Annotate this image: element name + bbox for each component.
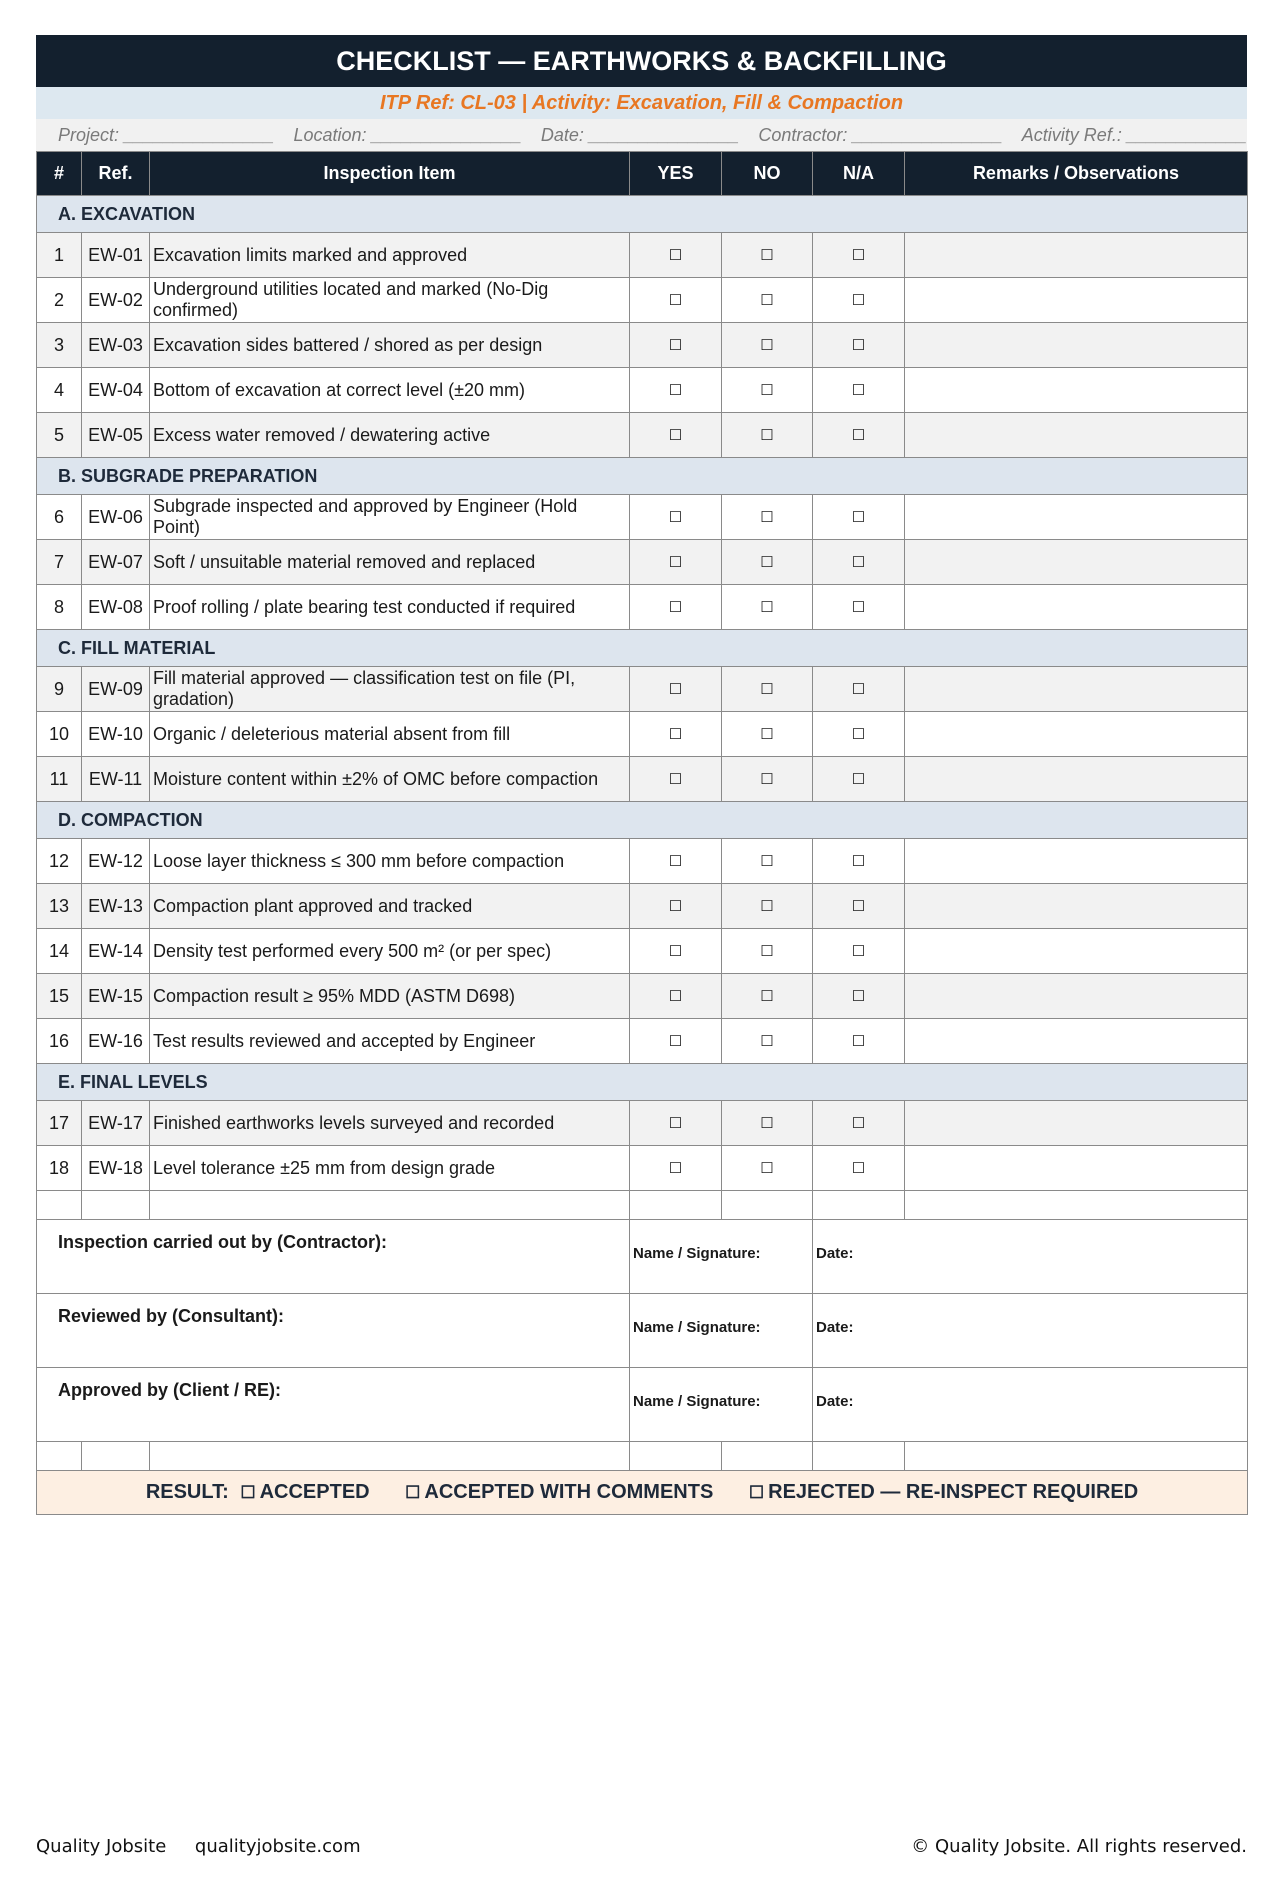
signoff-label: Inspection carried out by (Contractor):: [37, 1220, 630, 1294]
result-label: RESULT:: [145, 1481, 229, 1503]
table-row: [37, 413, 1248, 458]
yes-checkbox[interactable]: ☐: [630, 929, 722, 974]
na-checkbox[interactable]: ☐: [813, 413, 905, 458]
item-ref: EW-10: [82, 712, 150, 757]
no-checkbox[interactable]: ☐: [722, 278, 813, 323]
item-number: 16: [37, 1019, 82, 1064]
na-checkbox[interactable]: ☐: [813, 323, 905, 368]
section-header-row: [37, 458, 1248, 495]
item-number: 11: [37, 757, 82, 802]
na-checkbox[interactable]: ☐: [813, 278, 905, 323]
item-description: Compaction result ≥ 95% MDD (ASTM D698): [150, 974, 630, 1019]
checkbox-icon[interactable]: ☐: [748, 1483, 765, 1502]
item-number: 4: [37, 368, 82, 413]
yes-checkbox[interactable]: ☐: [630, 1019, 722, 1064]
item-number: 18: [37, 1146, 82, 1191]
section-title: C. FILL MATERIAL: [37, 630, 1248, 667]
signoff-label: Reviewed by (Consultant):: [37, 1294, 630, 1368]
remarks-field[interactable]: [905, 585, 1248, 630]
na-checkbox[interactable]: ☐: [813, 1019, 905, 1064]
item-ref: EW-07: [82, 540, 150, 585]
yes-checkbox[interactable]: ☐: [630, 839, 722, 884]
table-row: [37, 323, 1248, 368]
table-row: [37, 495, 1248, 540]
section-title: E. FINAL LEVELS: [37, 1064, 1248, 1101]
no-checkbox[interactable]: ☐: [722, 1146, 813, 1191]
na-checkbox[interactable]: ☐: [813, 884, 905, 929]
meta-contractor[interactable]: Contractor: _______________: [758, 124, 1003, 145]
meta-activity-ref[interactable]: Activity Ref.: ____________: [1021, 124, 1247, 145]
yes-checkbox[interactable]: ☐: [630, 757, 722, 802]
col-header-no: NO: [722, 152, 813, 196]
signature-field[interactable]: Name / Signature:: [630, 1368, 813, 1442]
no-checkbox[interactable]: ☐: [722, 540, 813, 585]
item-description: Fill material approved — classification test on file (PI, gradation): [150, 667, 630, 712]
date-field[interactable]: Date:: [813, 1368, 1248, 1442]
item-number: 5: [37, 413, 82, 458]
item-number: 7: [37, 540, 82, 585]
na-checkbox[interactable]: ☐: [813, 929, 905, 974]
table-row: [37, 540, 1248, 585]
item-ref: EW-11: [82, 757, 150, 802]
yes-checkbox[interactable]: ☐: [630, 495, 722, 540]
remarks-field[interactable]: [905, 974, 1248, 1019]
col-header-ref: Ref.: [82, 152, 150, 196]
item-number: 8: [37, 585, 82, 630]
no-checkbox[interactable]: ☐: [722, 884, 813, 929]
spacer-row: [37, 1191, 1248, 1220]
meta-project[interactable]: Project: _______________: [58, 124, 275, 145]
item-ref: EW-02: [82, 278, 150, 323]
item-description: Compaction plant approved and tracked: [150, 884, 630, 929]
no-checkbox[interactable]: ☐: [722, 712, 813, 757]
section-header-row: [37, 1064, 1248, 1101]
item-ref: EW-15: [82, 974, 150, 1019]
yes-checkbox[interactable]: ☐: [630, 413, 722, 458]
na-checkbox[interactable]: ☐: [813, 974, 905, 1019]
meta-location[interactable]: Location: _______________: [293, 124, 522, 145]
table-row: [37, 1019, 1248, 1064]
yes-checkbox[interactable]: ☐: [630, 1101, 722, 1146]
na-checkbox[interactable]: ☐: [813, 1101, 905, 1146]
item-description: Test results reviewed and accepted by Engineer: [150, 1019, 630, 1064]
table-row: [37, 278, 1248, 323]
signoff-row-consultant: [37, 1294, 1248, 1368]
footer-brand: [36, 1836, 361, 1857]
remarks-field[interactable]: [905, 495, 1248, 540]
table-header-row: [37, 152, 1248, 196]
signature-field[interactable]: Name / Signature:: [630, 1294, 813, 1368]
item-number: 10: [37, 712, 82, 757]
na-checkbox[interactable]: ☐: [813, 495, 905, 540]
checkbox-icon[interactable]: ☐: [405, 1483, 421, 1502]
no-checkbox[interactable]: ☐: [722, 929, 813, 974]
item-description: Excavation sides battered / shored as per design: [150, 323, 630, 368]
item-description: Underground utilities located and marked (No-Dig confirmed): [150, 278, 630, 323]
yes-checkbox[interactable]: ☐: [630, 233, 722, 278]
item-description: Excavation limits marked and approved: [150, 233, 630, 278]
remarks-field[interactable]: [905, 712, 1248, 757]
remarks-field[interactable]: [905, 929, 1248, 974]
item-number: 13: [37, 884, 82, 929]
col-header-inspection-item: Inspection Item: [150, 152, 630, 196]
table-row: [37, 839, 1248, 884]
remarks-field[interactable]: [905, 839, 1248, 884]
table-row: [37, 757, 1248, 802]
checkbox-icon[interactable]: ☐: [240, 1483, 256, 1502]
na-checkbox[interactable]: ☐: [813, 233, 905, 278]
table-row: [37, 974, 1248, 1019]
no-checkbox[interactable]: ☐: [722, 233, 813, 278]
footer-copyright: © Quality Jobsite. All rights reserved.: [911, 1836, 1247, 1857]
item-number: 12: [37, 839, 82, 884]
item-number: 17: [37, 1101, 82, 1146]
remarks-field[interactable]: [905, 413, 1248, 458]
table-row: [37, 233, 1248, 278]
section-header-row: [37, 196, 1248, 233]
col-header-yes: YES: [630, 152, 722, 196]
inspection-table: [36, 151, 1248, 1515]
item-ref: EW-17: [82, 1101, 150, 1146]
remarks-field[interactable]: [905, 323, 1248, 368]
section-title: D. COMPACTION: [37, 802, 1248, 839]
item-number: 9: [37, 667, 82, 712]
item-ref: EW-05: [82, 413, 150, 458]
project-meta-row: [36, 119, 1247, 151]
table-row: [37, 1146, 1248, 1191]
meta-date[interactable]: Date: _______________: [540, 124, 740, 145]
yes-checkbox[interactable]: ☐: [630, 323, 722, 368]
col-header-na: N/A: [813, 152, 905, 196]
item-ref: EW-08: [82, 585, 150, 630]
item-description: Level tolerance ±25 mm from design grade: [150, 1146, 630, 1191]
section-header-row: [37, 802, 1248, 839]
yes-checkbox[interactable]: ☐: [630, 884, 722, 929]
spacer-row: [37, 1442, 1248, 1471]
item-description: Moisture content within ±2% of OMC before compaction: [150, 757, 630, 802]
na-checkbox[interactable]: ☐: [813, 712, 905, 757]
remarks-field[interactable]: [905, 1146, 1248, 1191]
item-number: 14: [37, 929, 82, 974]
item-description: Subgrade inspected and approved by Engineer (Hold Point): [150, 495, 630, 540]
item-ref: EW-13: [82, 884, 150, 929]
no-checkbox[interactable]: ☐: [722, 667, 813, 712]
na-checkbox[interactable]: ☐: [813, 757, 905, 802]
item-ref: EW-12: [82, 839, 150, 884]
col-header-remarks: Remarks / Observations: [905, 152, 1248, 196]
na-checkbox[interactable]: ☐: [813, 1146, 905, 1191]
section-title: A. EXCAVATION: [37, 196, 1248, 233]
checklist-sheet: [36, 35, 1247, 1515]
remarks-field[interactable]: [905, 757, 1248, 802]
item-ref: EW-01: [82, 233, 150, 278]
table-row: [37, 1101, 1248, 1146]
col-header-number: #: [37, 152, 82, 196]
no-checkbox[interactable]: ☐: [722, 757, 813, 802]
page-title: CHECKLIST — EARTHWORKS & BACKFILLING: [36, 35, 1247, 87]
remarks-field[interactable]: [905, 667, 1248, 712]
item-description: Bottom of excavation at correct level (±20 mm): [150, 368, 630, 413]
no-checkbox[interactable]: ☐: [722, 413, 813, 458]
signoff-row-client: [37, 1368, 1248, 1442]
item-number: 3: [37, 323, 82, 368]
signoff-row-contractor: [37, 1220, 1248, 1294]
itp-reference: ITP Ref: CL-03 | Activity: Excavation, Fill & Compaction: [36, 87, 1247, 119]
item-number: 6: [37, 495, 82, 540]
signature-field[interactable]: Name / Signature:: [630, 1220, 813, 1294]
table-row: [37, 368, 1248, 413]
no-checkbox[interactable]: ☐: [722, 839, 813, 884]
yes-checkbox[interactable]: ☐: [630, 368, 722, 413]
yes-checkbox[interactable]: ☐: [630, 1146, 722, 1191]
item-description: Finished earthworks levels surveyed and recorded: [150, 1101, 630, 1146]
remarks-field[interactable]: [905, 1101, 1248, 1146]
result-option-accepted-with-comments[interactable]: ☐ ACCEPTED WITH COMMENTS: [405, 1481, 714, 1503]
item-ref: EW-03: [82, 323, 150, 368]
yes-checkbox[interactable]: ☐: [630, 974, 722, 1019]
yes-checkbox[interactable]: ☐: [630, 540, 722, 585]
item-number: 2: [37, 278, 82, 323]
item-ref: EW-04: [82, 368, 150, 413]
footer-left-text: Quality Jobsite qualityjobsite.com: [36, 1836, 361, 1857]
signoff-label: Approved by (Client / RE):: [37, 1368, 630, 1442]
no-checkbox[interactable]: ☐: [722, 974, 813, 1019]
no-checkbox[interactable]: ☐: [722, 1101, 813, 1146]
item-description: Density test performed every 500 m² (or per spec): [150, 929, 630, 974]
no-checkbox[interactable]: ☐: [722, 495, 813, 540]
item-description: Soft / unsuitable material removed and replaced: [150, 540, 630, 585]
item-number: 15: [37, 974, 82, 1019]
item-ref: EW-09: [82, 667, 150, 712]
section-header-row: [37, 630, 1248, 667]
result-option-accepted[interactable]: ☐ ACCEPTED: [240, 1481, 370, 1503]
yes-checkbox[interactable]: ☐: [630, 585, 722, 630]
item-ref: EW-18: [82, 1146, 150, 1191]
signoff-block: [37, 1191, 1248, 1515]
remarks-field[interactable]: [905, 540, 1248, 585]
yes-checkbox[interactable]: ☐: [630, 667, 722, 712]
result-cell: [37, 1471, 1248, 1515]
table-row: [37, 712, 1248, 757]
item-ref: EW-16: [82, 1019, 150, 1064]
yes-checkbox[interactable]: ☐: [630, 712, 722, 757]
item-description: Excess water removed / dewatering active: [150, 413, 630, 458]
result-option-rejected[interactable]: ☐ REJECTED — RE-INSPECT REQUIRED: [748, 1481, 1139, 1503]
table-row: [37, 884, 1248, 929]
section-title: B. SUBGRADE PREPARATION: [37, 458, 1248, 495]
remarks-field[interactable]: [905, 233, 1248, 278]
no-checkbox[interactable]: ☐: [722, 368, 813, 413]
na-checkbox[interactable]: ☐: [813, 585, 905, 630]
result-row: [37, 1471, 1248, 1515]
item-description: Proof rolling / plate bearing test conducted if required: [150, 585, 630, 630]
item-description: Organic / deleterious material absent from fill: [150, 712, 630, 757]
no-checkbox[interactable]: ☐: [722, 1019, 813, 1064]
no-checkbox[interactable]: ☐: [722, 323, 813, 368]
item-ref: EW-06: [82, 495, 150, 540]
na-checkbox[interactable]: ☐: [813, 839, 905, 884]
date-field[interactable]: Date:: [813, 1294, 1248, 1368]
remarks-field[interactable]: [905, 368, 1248, 413]
remarks-field[interactable]: [905, 278, 1248, 323]
item-ref: EW-14: [82, 929, 150, 974]
na-checkbox[interactable]: ☐: [813, 540, 905, 585]
na-checkbox[interactable]: ☐: [813, 368, 905, 413]
na-checkbox[interactable]: ☐: [813, 667, 905, 712]
no-checkbox[interactable]: ☐: [722, 585, 813, 630]
table-row: [37, 929, 1248, 974]
table-row: [37, 667, 1248, 712]
remarks-field[interactable]: [905, 884, 1248, 929]
table-row: [37, 585, 1248, 630]
table-body: [37, 196, 1248, 1191]
item-description: Loose layer thickness ≤ 300 mm before compaction: [150, 839, 630, 884]
remarks-field[interactable]: [905, 1019, 1248, 1064]
date-field[interactable]: Date:: [813, 1220, 1248, 1294]
yes-checkbox[interactable]: ☐: [630, 278, 722, 323]
item-number: 1: [37, 233, 82, 278]
